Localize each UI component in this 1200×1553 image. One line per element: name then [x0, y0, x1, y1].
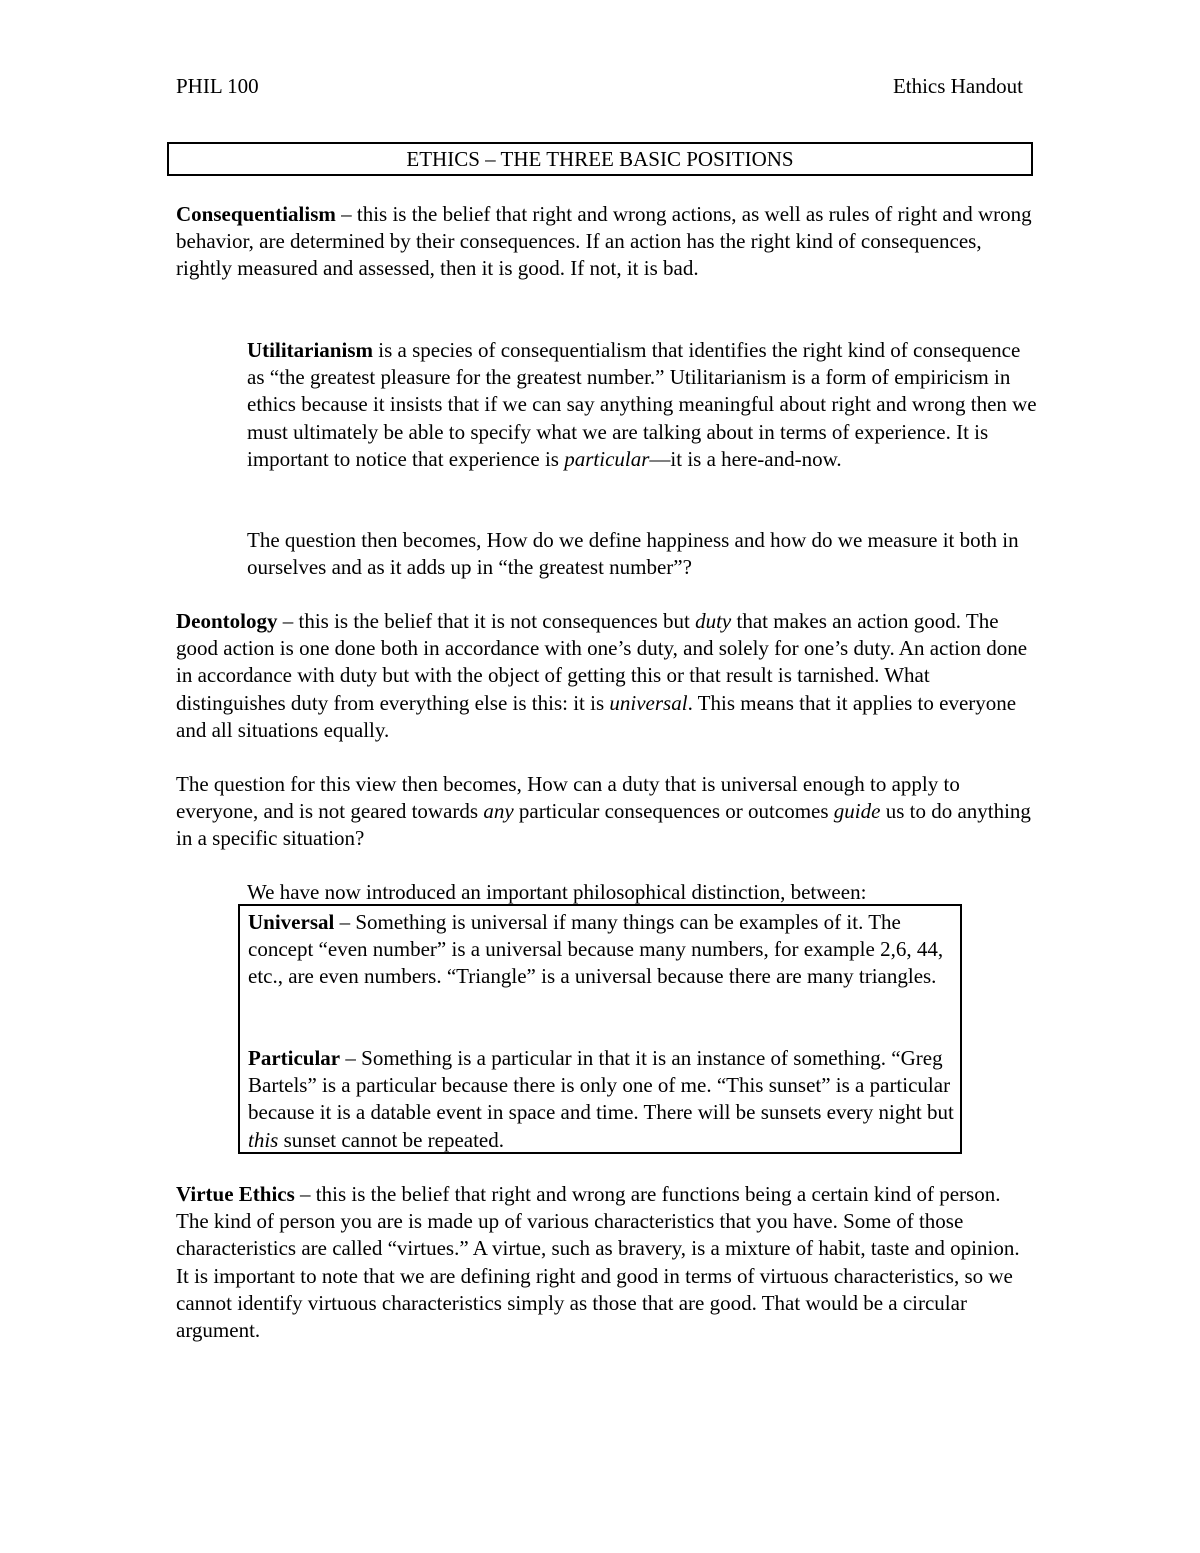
duty-question-text-c: us to do anything in a specific situation? [176, 799, 1031, 851]
utilitarianism-term: Utilitarianism [247, 338, 373, 362]
utilitarianism-tail: —it is a here-and-now. [649, 446, 842, 471]
section-title: ETHICS – THE THREE BASIC POSITIONS [406, 147, 794, 171]
consequentialism-text: – this is the belief that right and wrong actions, as well as rules of right and wrong behavior, are determined by their consequences. If an action has the right kind of consequences, rightly measured and assessed, then it is good. If not, it is bad. [176, 202, 1032, 281]
deontology-text-a: – this is the belief that it is not consequences but [277, 609, 696, 633]
duty-emphasis: duty [695, 609, 732, 633]
universal-particular-box [238, 904, 962, 1154]
virtue-ethics-term: Virtue Ethics [176, 1182, 295, 1206]
particular-emphasis: particular [564, 446, 650, 471]
particular-term: Particular [248, 1046, 341, 1070]
utilitarianism-text: is a species of consequentialism that identifies the right kind of consequence as “the greatest pleasure for the greatest number.” Utilitarianism is a form of empiricism in ethics because it insists that if we can say anything meaningful about right and wrong then we must ultimately be able to specify what we are talking about in terms of experience. It is important to notice that experience is [247, 338, 1037, 471]
this-emphasis: this [248, 1127, 279, 1152]
particular-text-b: sunset cannot be repeated. [278, 1127, 505, 1152]
deontology-paragraph [176, 608, 1036, 744]
happiness-question-paragraph: The question then becomes, How do we define happiness and how do we measure it both in ourselves and as it adds up in “the greatest number”? [247, 528, 1019, 580]
particular-text-a: – Something is a particular in that it is an instance of something. “Greg Bartels” is a particular because there is only one of me. “This sunset” is a particular because it is a datable event in space and time. There will be sunsets every night but [248, 1046, 954, 1125]
duty-question-text-b: particular consequences or outcomes [513, 799, 834, 824]
guide-emphasis: guide [833, 799, 881, 824]
section-title-box [167, 142, 1033, 176]
universal-term: Universal [248, 910, 335, 934]
handout-title: Ethics Handout [892, 74, 1023, 98]
course-code: PHIL 100 [176, 74, 259, 98]
consequentialism-term: Consequentialism [176, 202, 336, 226]
duty-question-text-a: The question for this view then becomes, How can a duty that is universal enough to apply to everyone, and is not geared towards [176, 772, 960, 824]
utilitarianism-paragraph [247, 337, 1037, 473]
distinction-intro: We have now introduced an important philosophical distinction, between: [247, 880, 867, 904]
deontology-term: Deontology [176, 609, 278, 633]
virtue-ethics-text: – this is the belief that right and wrong are functions being a certain kind of person. The kind of person you are is made up of various characteristics that you have. Some of those characteristics are called “virtues.” A virtue, such as bravery, is a mixture of habit, taste and opinion. It is important to note that we are defining right and good in terms of virtuous characteristics, so we cannot identify virtuous characteristics simply as those that are good. That would be a circular argument. [176, 1182, 1020, 1343]
universal-emphasis: universal [609, 690, 688, 715]
duty-question-paragraph [176, 771, 1036, 853]
virtue-ethics-paragraph [176, 1181, 1036, 1344]
universal-text: – Something is universal if many things can be examples of it. The concept “even number” is a universal because many numbers, for example 2,6, 44, etc., are even numbers. “Triangle” is a universal because there are many triangles. [248, 910, 944, 989]
any-emphasis: any [483, 799, 514, 824]
universal-definition [248, 909, 960, 991]
deontology-text-c: . This means that it applies to everyone and all situations equally. [176, 690, 1017, 742]
deontology-text-b: that makes an action good. The good action is one done both in accordance with one’s duty, and solely for one’s duty. An action done in accordance with duty but with the object of getting this or that result is tarnished. What distinguishes duty from everything else is this: it is [176, 609, 1028, 715]
consequentialism-paragraph [176, 201, 1036, 283]
particular-definition [248, 1045, 960, 1154]
